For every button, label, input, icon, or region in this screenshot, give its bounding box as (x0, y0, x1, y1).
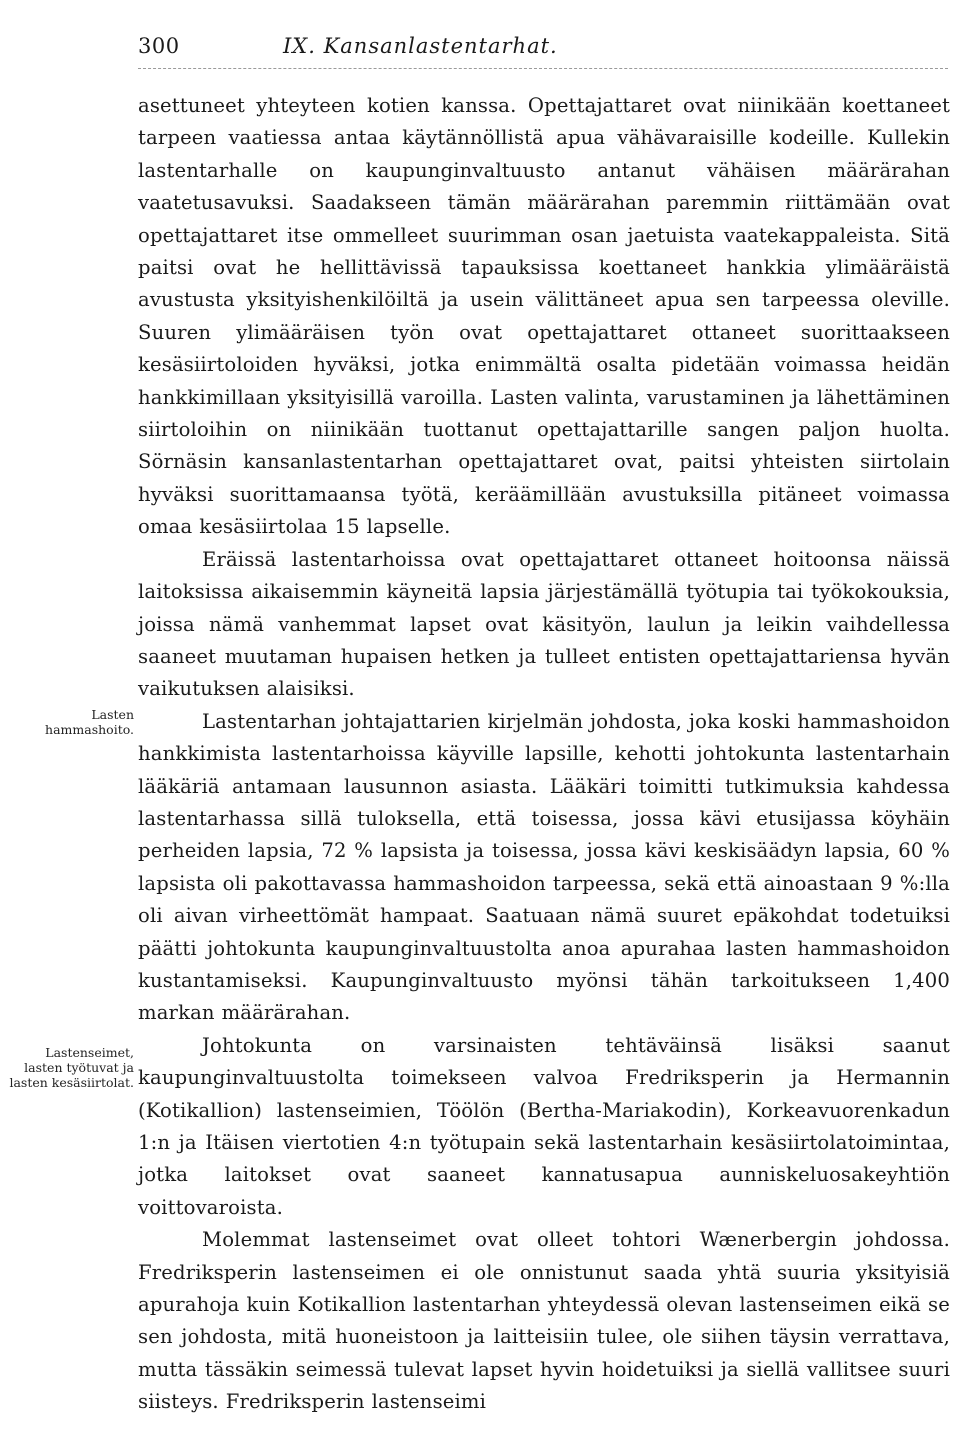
paragraph-2: Eräissä lastentarhoissa ovat opettajattaret ottaneet hoitoonsa näissä laitoksissa aikaisemmin käyneitä lapsia järjestämällä työtupia tai työkokouksia, joissa nämä vanhemmat lapset ovat käsityön, laulun ja leikin vaihdellessa saaneet muutaman hupaisen hetken ja tulleet entisten opettajattariensa hyvän vaikutuksen alaisiksi. (138, 547, 950, 701)
body-text (138, 90, 950, 1419)
page-header (138, 34, 948, 74)
header-rule (138, 68, 948, 69)
paragraph-1: asettuneet yhteyteen kotien kanssa. Opettajattaret ovat niinikään koettaneet tarpeen vaatiessa antaa käytännöllistä apua vähävaraisille kodeille. Kullekin lastentarhalle on kaupunginvaltuusto antanut vähäisen määrärahan vaatetusavuksi. Saadakseen tämän määrärahan paremmin riittämään ovat opettajattaret itse ommelleet suurimman osan jaetuista vaatekappaleista. Sitä paitsi ovat he hellittävissä tapauksissa koettaneet hankkia ylimääräistä avustusta yksityishenkilöiltä ja usein välittäneet apua sen tarpeessa oleville. Suuren ylimääräisen työn ovat opettajattaret ottaneet suorittaakseen kesäsiirtoloiden hyväksi, jotka enimmältä osalta pidetään voimassa heidän hankkimillaan yksityisillä varoilla. Lasten valinta, varustaminen ja lähettäminen siirtoloihin on niinikään tuottanut opettajattarille sangen paljon huolta. Sörnäsin kansanlastentarhan opettajattaret ovat, paitsi yhteisten siirtolain hyväksi suorittamaansa työtä, keräämillään avustuksilla pitäneet voimassa omaa kesäsiirtolaa 15 lapselle. (138, 94, 950, 539)
margin-note-hammashoito: Lasten hammashoito. (45, 707, 134, 737)
paragraph-3: Lastentarhan johtajattarien kirjelmän johdosta, joka koski hammashoidon hankkimista lastentarhoissa käyville lapsille, kehotti johtokunta lastentarhain lääkäriä antamaan lausunnon asiasta. Lääkäri toimitti tutkimuksia kahdessa lastentarhassa sillä tuloksella, että toisessa, jossa kävi etusijassa köyhäin perheiden lapsia, 72 % lapsista ja toisessa, jossa kävi keskisäädyn lapsia, 60 % lapsista oli pakottavassa hammashoidon tarpeessa, sekä että ainoastaan 9 %:lla oli aivan virheettömät hampaat. Saatuaan nämä suuret epäkohdat todetuiksi päätti johtokunta kaupunginvaltuustolta anoa apurahaa lasten hammashoidon kustantamiseksi. Kaupunginvaltuusto myönsi tähän tarkoitukseen 1,400 markan määrärahan. (138, 709, 950, 1025)
paragraph-5: Molemmat lastenseimet ovat olleet tohtori Wænerbergin johdossa. Fredriksperin lastenseimen ei ole onnistunut saada yhtä suuria yksityisiä apurahoja kuin Kotikallion lastentarhan yhteydessä olevan lastenseimen eikä se sen johdosta, mitä huoneistoon ja laitteisiin tulee, ole siihen täysin verrattava, mutta tässäkin seimessä tulevat lapset hyvin hoidetuiksi ja siellä vallitsee suuri siisteys. Fredriksperin lastenseimi (138, 1228, 950, 1414)
margin-note-lastenseimet: Lastenseimet, lasten työtuvat ja lasten kesäsiirtolat. (9, 1045, 134, 1090)
paragraph-4: Johtokunta on varsinaisten tehtäväinsä lisäksi saanut kaupunginvaltuustolta toimekseen valvoa Fredriksperin ja Hermannin (Kotikallion) lastenseimien, Töölön (Bertha-Mariakodin), Korkeavuorenkadun 1:n ja Itäisen viertotien 4:n työtupain sekä lastentarhain kesäsiirtolatoimintaa, jotka laitokset ovat saaneet kannatusapua aunniskeluosakeyhtiön voittovaroista. (138, 1033, 950, 1219)
running-title: IX. Kansanlastentarhat. (283, 34, 558, 58)
page-number: 300 (138, 34, 180, 58)
